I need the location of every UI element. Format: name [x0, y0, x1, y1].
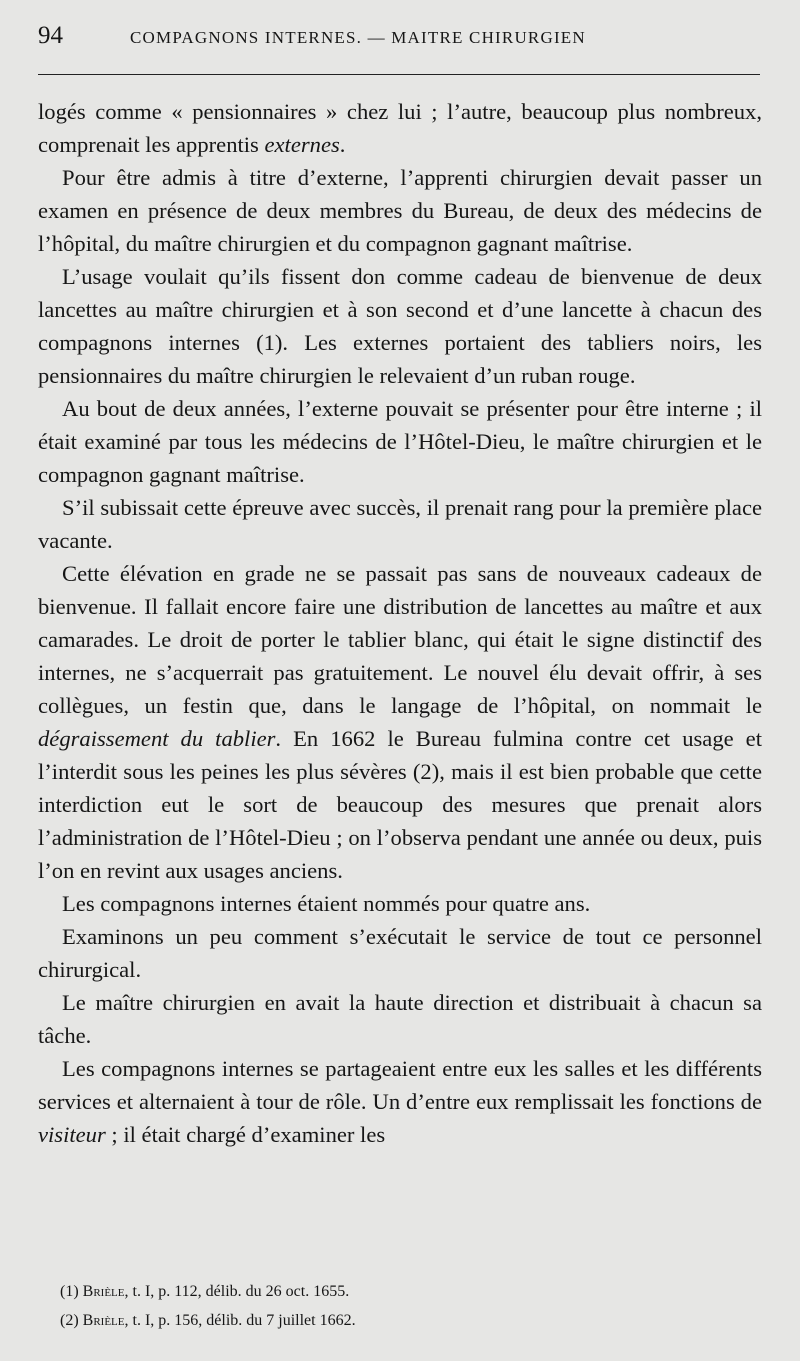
paragraph: logés comme « pensionnaires » chez lui ; l’autre, beaucoup plus nombreux, comprenait les apprentis externes. [38, 99, 762, 157]
paragraph: Examinons un peu comment s’exécutait le service de tout ce personnel chirurgical. [38, 924, 762, 982]
page-number: 94 [38, 22, 63, 49]
paragraph: S’il subissait cette épreuve avec succès, il prenait rang pour la première place vacante. [38, 495, 762, 553]
paragraph: L’usage voulait qu’ils fissent don comme cadeau de bienvenue de deux lancettes au maître chirurgien et à son second et d’une lancette à chacun des compagnons internes (1). Les externes portaient des tabliers noirs, les pensionnaires du maître chirurgien le relevaient d’un ruban rouge. [38, 264, 762, 388]
footnote-marker: (1) [60, 1283, 79, 1300]
footnote-author: Brièle [82, 1312, 125, 1329]
paragraph: Cette élévation en grade ne se passait pas sans de nouveaux cadeaux de bienvenue. Il fallait encore faire une distribution de lancettes au maître et aux camarades. Le droit de porter le tablier blanc, qui était le signe distinctif des internes, ne s’acquerrait pas gratuitement. Le nouvel élu devait offrir, à ses collègues, un festin que, dans le langage de l’hôpital, on nommait le dégraissement du tablier. En 1662 le Bureau fulmina contre cet usage et l’interdit sous les peines les plus sévères (2), mais il est bien probable que cette interdiction eut le sort de beaucoup des mesures que prenait alors l’administration de l’Hôtel-Dieu ; on l’observa pendant une année ou deux, puis l’on en revint aux usages anciens. [38, 561, 762, 883]
paragraph: Les compagnons internes se partageaient entre eux les salles et les différents services et alternaient à tour de rôle. Un d’entre eux remplissait les fonctions de visiteur ; il était chargé d’examiner les [38, 1056, 762, 1147]
paragraph: Le maître chirurgien en avait la haute direction et distribuait à chacun sa tâche. [38, 990, 762, 1048]
body-text [38, 95, 762, 1151]
paragraph: Pour être admis à titre d’externe, l’apprenti chirurgien devait passer un examen en présence de deux membres du Bureau, de deux des médecins de l’hôpital, du maître chirurgien et du compagnon gagnant maîtrise. [38, 165, 762, 256]
footnote-marker: (2) [60, 1312, 79, 1329]
italic-term: dégraissement du tablier [38, 726, 276, 751]
running-head [38, 22, 762, 70]
footnote-author: Brièle [82, 1283, 125, 1300]
header-rule [38, 74, 760, 75]
paragraph: Les compagnons internes étaient nommés pour quatre ans. [62, 891, 591, 916]
footnotes [38, 1277, 762, 1335]
footnote: (2) Brièle, t. I, p. 156, délib. du 7 juillet 1662. [60, 1312, 356, 1329]
running-title: COMPAGNONS INTERNES. — MAITRE CHIRURGIEN [130, 28, 586, 47]
paragraph: Au bout de deux années, l’externe pouvait se présenter pour être interne ; il était examiné par tous les médecins de l’Hôtel-Dieu, le maître chirurgien et le compagnon gagnant maîtrise. [38, 396, 762, 487]
italic-term: externes [264, 132, 340, 157]
footnote: (1) Brièle, t. I, p. 112, délib. du 26 oct. 1655. [60, 1283, 350, 1300]
italic-term: visiteur [38, 1122, 106, 1147]
